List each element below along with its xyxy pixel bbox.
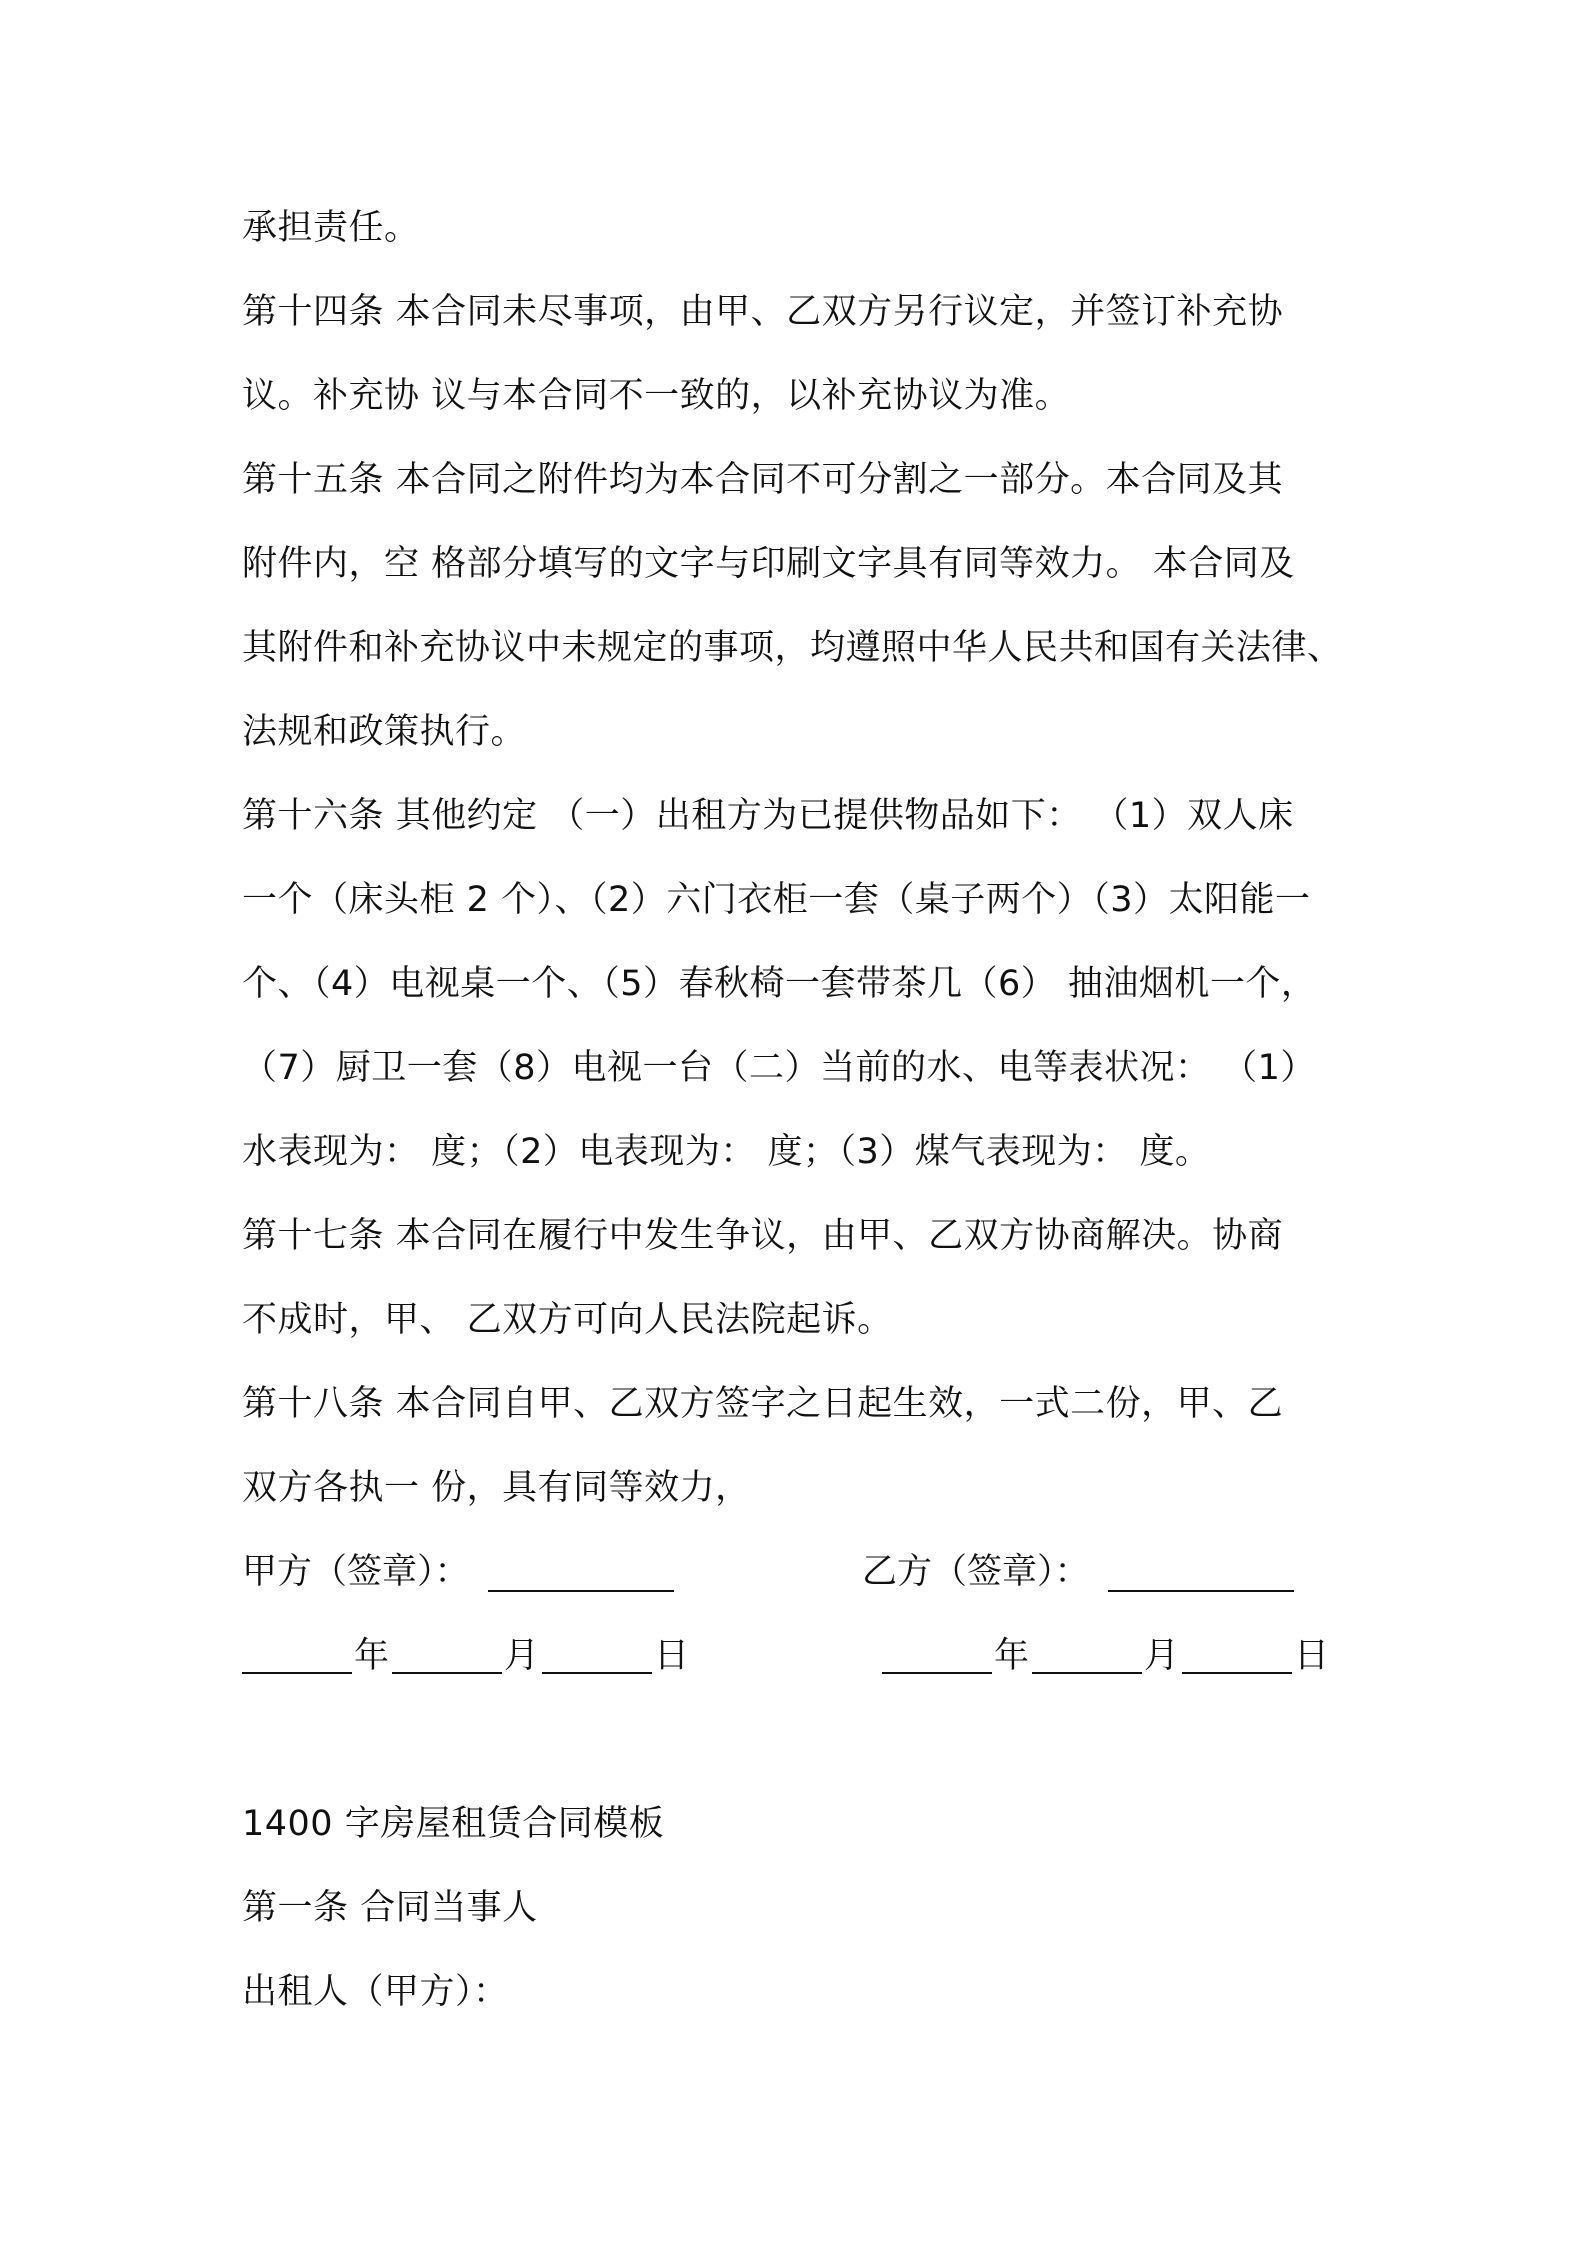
party-b-day-label: 日 bbox=[1294, 1636, 1330, 1676]
article-16-line-4: （7）厨卫一套（8）电视一台（二）当前的水、电等表状况： （1） bbox=[242, 1048, 1316, 1088]
article-15-line-1: 第十五条 本合同之附件均为本合同不可分割之一部分。本合同及其 bbox=[242, 460, 1284, 500]
party-b-day-blank bbox=[1182, 1672, 1292, 1674]
article-17-line-1: 第十七条 本合同在履行中发生争议，由甲、乙双方协商解决。协商 bbox=[242, 1216, 1284, 1256]
party-b-signature-blank bbox=[1108, 1590, 1294, 1592]
article-16-line-2: 一个（床头柜 2 个）、（2）六门衣柜一套（桌子两个）（3）太阳能一 bbox=[242, 880, 1311, 920]
party-b-signature-label: 乙方（签章）： bbox=[862, 1552, 1090, 1592]
party-a-day-blank bbox=[542, 1672, 652, 1674]
party-a-year-blank bbox=[242, 1672, 352, 1674]
article-15-line-2: 附件内，空 格部分填写的文字与印刷文字具有同等效力。 本合同及 bbox=[242, 544, 1295, 584]
article-1-heading: 第一条 合同当事人 bbox=[242, 1888, 538, 1928]
party-a-year-label: 年 bbox=[354, 1636, 390, 1676]
party-b-month-blank bbox=[1032, 1672, 1142, 1674]
party-b-year-blank bbox=[882, 1672, 992, 1674]
article-18-line-2: 双方各执一 份，具有同等效力， bbox=[242, 1468, 751, 1508]
party-a-month-label: 月 bbox=[504, 1636, 540, 1676]
text-line-1: 承担责任。 bbox=[242, 208, 420, 248]
lessor-label: 出租人（甲方）： bbox=[242, 1972, 509, 2012]
party-a-month-blank bbox=[392, 1672, 502, 1674]
article-15-line-4: 法规和政策执行。 bbox=[242, 712, 527, 752]
party-b-month-label: 月 bbox=[1144, 1636, 1180, 1676]
article-16-line-3: 个、（4）电视桌一个、（5）春秋椅一套带茶几（6） 抽油烟机一个， bbox=[242, 964, 1317, 1004]
article-17-line-2: 不成时，甲、 乙双方可向人民法院起诉。 bbox=[242, 1300, 893, 1340]
article-14-line-2: 议。补充协 议与本合同不一致的，以补充协议为准。 bbox=[242, 376, 1071, 416]
article-16-line-1: 第十六条 其他约定 （一）出租方为已提供物品如下： （1）双人床 bbox=[242, 796, 1294, 836]
article-18-line-1: 第十八条 本合同自甲、乙双方签字之日起生效，一式二份，甲、乙 bbox=[242, 1384, 1284, 1424]
party-a-signature-blank bbox=[488, 1590, 674, 1592]
party-b-year-label: 年 bbox=[994, 1636, 1030, 1676]
article-14-line-1: 第十四条 本合同未尽事项，由甲、乙双方另行议定，并签订补充协 bbox=[242, 292, 1284, 332]
party-a-day-label: 日 bbox=[654, 1636, 690, 1676]
article-16-line-5: 水表现为： 度；（2）电表现为： 度；（3）煤气表现为： 度。 bbox=[242, 1132, 1211, 1172]
article-15-line-3: 其附件和补充协议中未规定的事项，均遵照中华人民共和国有关法律、 bbox=[242, 628, 1343, 668]
party-a-signature-label: 甲方（签章）： bbox=[242, 1552, 470, 1592]
template-title: 1400 字房屋租赁合同模板 bbox=[242, 1804, 665, 1844]
